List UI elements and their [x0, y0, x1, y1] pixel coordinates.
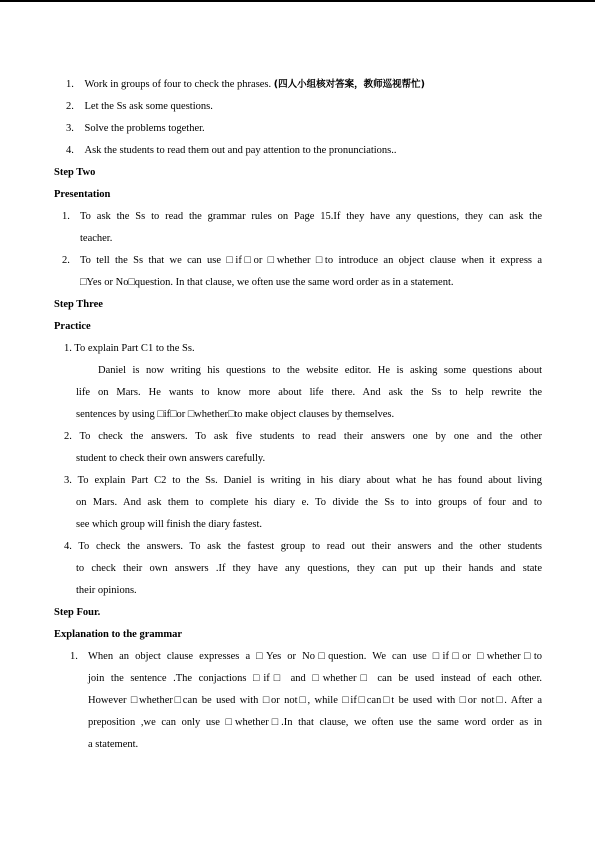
- list-item-text: 3. To explain Part C2 to the Ss. Daniel is writing in his diary about what he has found about living: [64, 475, 542, 486]
- list-item-text: 4. To check the answers. To ask the fastest group to read out their answers and the other students: [64, 541, 542, 552]
- list-item: [66, 96, 213, 118]
- paragraph-line: Daniel is now writing his questions to the website editor. He is asking some questions about: [98, 365, 542, 376]
- section-subheading: Explanation to the grammar: [54, 629, 183, 640]
- list-item-text: To ask the Ss to read the grammar rules on Page 15.If they have any questions, they can ask the: [80, 211, 542, 222]
- list-item-text: □Yes or No□question. In that clause, we often use the same word order as in a statement.: [80, 277, 454, 288]
- list-item-text: When an object clause expresses a □Yes or No□question. We can use □if□or □whether□to: [88, 651, 542, 662]
- list-item-text: student to check their own answers carefully.: [76, 453, 266, 464]
- list-item-text: To tell the Ss that we can use □if□or □whether □to introduce an object clause when it express a: [80, 255, 542, 266]
- list-item-number: 1.: [62, 211, 70, 222]
- section-heading: Step Two: [54, 167, 96, 178]
- item-text: Work in groups of four to check the phrases.: [84, 79, 274, 90]
- item-text: Let the Ss ask some questions.: [84, 101, 213, 112]
- item-number: 1.: [66, 79, 74, 90]
- list-item: [66, 74, 425, 96]
- list-item-title: 1. To explain Part C1 to the Ss.: [64, 343, 195, 354]
- item-number: 2.: [66, 101, 74, 112]
- list-item-text: 2. To check the answers. To ask five students to read their answers one by one and the other: [64, 431, 542, 442]
- list-item-text: teacher.: [80, 233, 113, 244]
- list-item-text: see which group will finish the diary fastest.: [76, 519, 263, 530]
- list-item: [66, 118, 205, 140]
- item-text: Ask the students to read them out and pay attention to the pronunciations..: [84, 145, 397, 156]
- item-number: 3.: [66, 123, 74, 134]
- item-text: Solve the problems together.: [84, 123, 205, 134]
- list-item-text: However □whether□can be used with □or not□, while □if□can□t be used with □or not□. After a: [88, 695, 542, 706]
- header-rule: [0, 0, 595, 2]
- section-heading: Step Four.: [54, 607, 101, 618]
- list-item-number: 1.: [70, 651, 78, 662]
- list-item-number: 2.: [62, 255, 70, 266]
- list-item-text: to check their own answers .If they have any questions, they can put up their hands and state: [76, 563, 542, 574]
- list-item-text: on Mars. And ask them to complete his diary e. To divide the Ss to into groups of four and to: [76, 497, 542, 508]
- list-item-text: preposition ,we can only use □whether□.In that clause, we often use the same word order as in: [88, 717, 542, 728]
- list-item-text: a statement.: [88, 739, 139, 750]
- section-heading: Step Three: [54, 299, 103, 310]
- list-item: [66, 140, 397, 162]
- list-item-text: their opinions.: [76, 585, 137, 596]
- item-number: 4.: [66, 145, 74, 156]
- section-subheading: Practice: [54, 321, 91, 332]
- section-subheading: Presentation: [54, 189, 111, 200]
- paragraph-line: sentences by using □if□or □whether□to make object clauses by themselves.: [76, 409, 395, 420]
- paragraph-line: life on Mars. He wants to know more about life there. And ask the Ss to help rewrite the: [76, 387, 542, 398]
- list-item-text: join the sentence .The conjactions □if□ and □whether□ can be used instead of each other.: [88, 673, 542, 684]
- item-note: (四人小组核对答案，教师巡视帮忙): [273, 79, 425, 90]
